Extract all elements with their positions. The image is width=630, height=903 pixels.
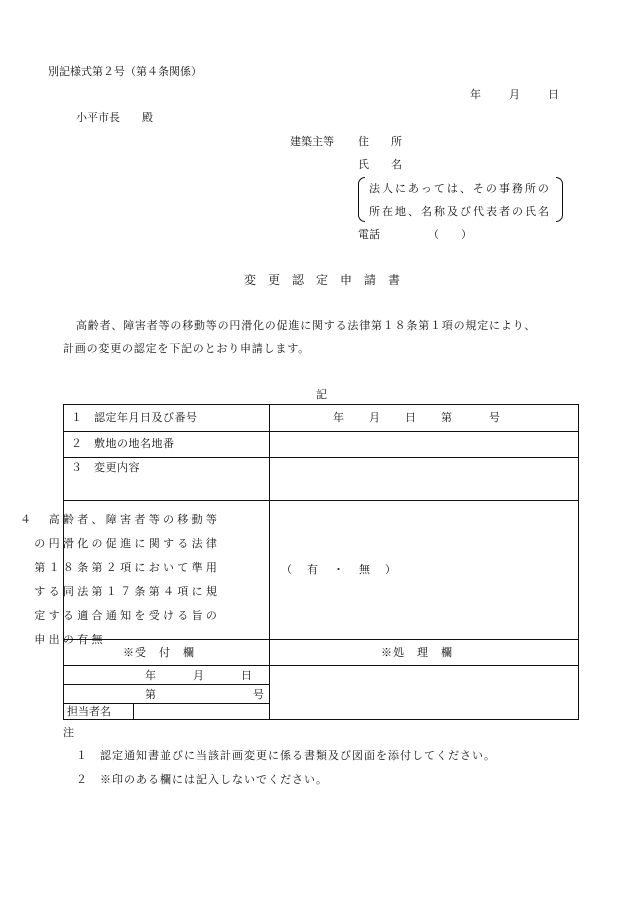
body-line1: 高齢者、障害者等の移動等の円滑化の促進に関する法律第１８条第１項の規定により、 <box>76 319 537 332</box>
ki-label: 記 <box>316 388 327 401</box>
addressee: 小平市長 殿 <box>76 111 153 124</box>
form-label: 別記様式第２号（第４条関係） <box>48 65 202 78</box>
row3-label: ３ 変更内容 <box>71 461 140 474</box>
row4-line: 第１８条第２項において準用 <box>20 561 221 574</box>
person-label: 担当者名 <box>67 705 111 718</box>
date-line: 年 月 日 <box>470 88 561 101</box>
reception-number: 第 号 <box>145 688 265 701</box>
phone-label: 電話 <box>358 228 380 241</box>
row2-label: ２ 敷地の地名地番 <box>71 437 175 450</box>
note-item: １ 認定通知書並びに当該計画変更に係る書類及び図面を添付してください。 <box>76 749 496 762</box>
row1-value: 年 月 日 第 号 <box>333 411 501 424</box>
reception-header: ※受 付 欄 <box>123 646 195 659</box>
body-line2: 計画の変更の認定を下記のとおり申請します。 <box>63 342 310 355</box>
phone-parens: （ ） <box>428 228 472 241</box>
document-title: 変 更 認 定 申 請 書 <box>244 273 401 287</box>
notes-heading: 注 <box>63 726 74 739</box>
row4-line: 定する適合通知を受ける旨の <box>20 609 221 622</box>
row1-label: １ 認定年月日及び番号 <box>71 411 198 424</box>
row4-line: する同法第１７条第４項に規 <box>20 585 221 598</box>
applicant-role-label: 建築主等 <box>290 135 334 148</box>
note-item: ２ ※印のある欄には記入しないでください。 <box>76 773 328 786</box>
row4-line: の円滑化の促進に関する法律 <box>20 537 221 550</box>
row4-line: ４ 高齢者、障害者等の移動等 <box>20 513 221 526</box>
name-label: 氏 名 <box>358 158 402 171</box>
row4-label <box>20 508 220 652</box>
processing-header: ※処 理 欄 <box>381 646 453 659</box>
corp-note-line1: 法人にあっては、その事務所の <box>369 182 551 195</box>
reception-date: 年 月 日 <box>145 669 253 682</box>
row4-value: （ 有 ・ 無 ） <box>281 563 398 576</box>
corp-note-line2: 所在地、名称及び代表者の氏名 <box>369 205 551 218</box>
address-label: 住 所 <box>358 135 402 148</box>
row4-line: 申出の有無 <box>20 633 106 646</box>
